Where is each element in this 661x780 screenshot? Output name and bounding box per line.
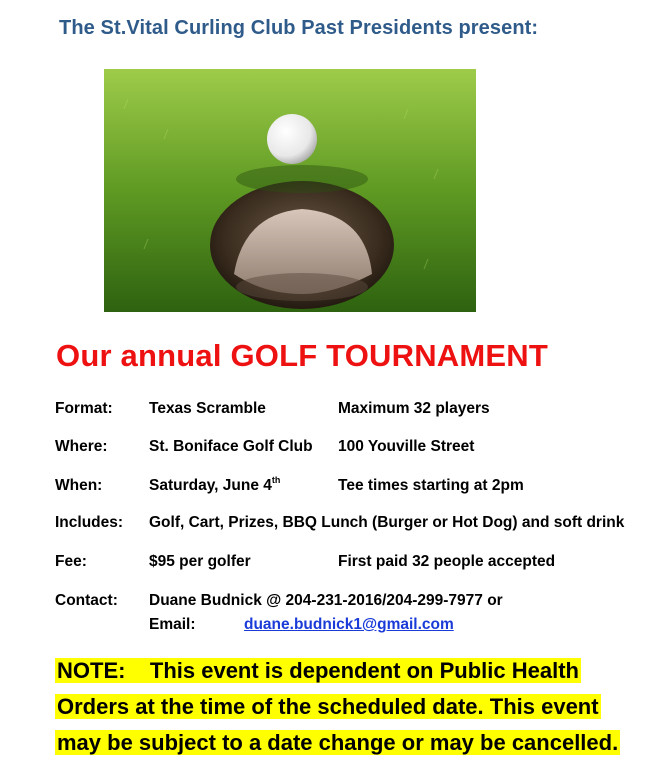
format-extra: Maximum 32 players [338,400,490,417]
where-label: Where: [55,438,108,455]
when-extra: Tee times starting at 2pm [338,477,524,494]
where-extra: 100 Youville Street [338,438,475,455]
includes-label: Includes: [55,514,124,531]
note-line-2: Orders at the time of the scheduled date. This event [57,694,599,719]
when-date: Saturday, June 4 [149,477,272,494]
fee-extra: First paid 32 people accepted [338,553,556,570]
note-block [55,653,655,761]
when-value [149,477,280,495]
contact-value: Duane Budnick @ 204-231-2016/204-299-7977 or [149,592,503,609]
format-value: Texas Scramble [149,400,266,417]
when-label: When: [55,477,103,494]
note-line-3: may be subject to a date change or may be cancelled. [57,730,619,755]
email-label: Email: [149,616,196,633]
header-text: The St.Vital Curling Club Past Presidents present: [59,17,539,39]
when-date-suffix: th [271,475,281,485]
fee-value: $95 per golfer [149,553,251,570]
fee-label: Fee: [55,553,87,570]
format-label: Format: [55,400,113,417]
tournament-title: Our annual GOLF TOURNAMENT [56,338,549,373]
email-link[interactable]: duane.budnick1@gmail.com [244,616,454,633]
note-line-1: NOTE: This event is dependent on Public Health [57,658,579,683]
where-value: St. Boniface Golf Club [149,438,313,455]
includes-value: Golf, Cart, Prizes, BBQ Lunch (Burger or Hot Dog) and soft drink [149,514,625,531]
contact-label: Contact: [55,592,118,609]
golf-ball-photo [104,69,476,312]
